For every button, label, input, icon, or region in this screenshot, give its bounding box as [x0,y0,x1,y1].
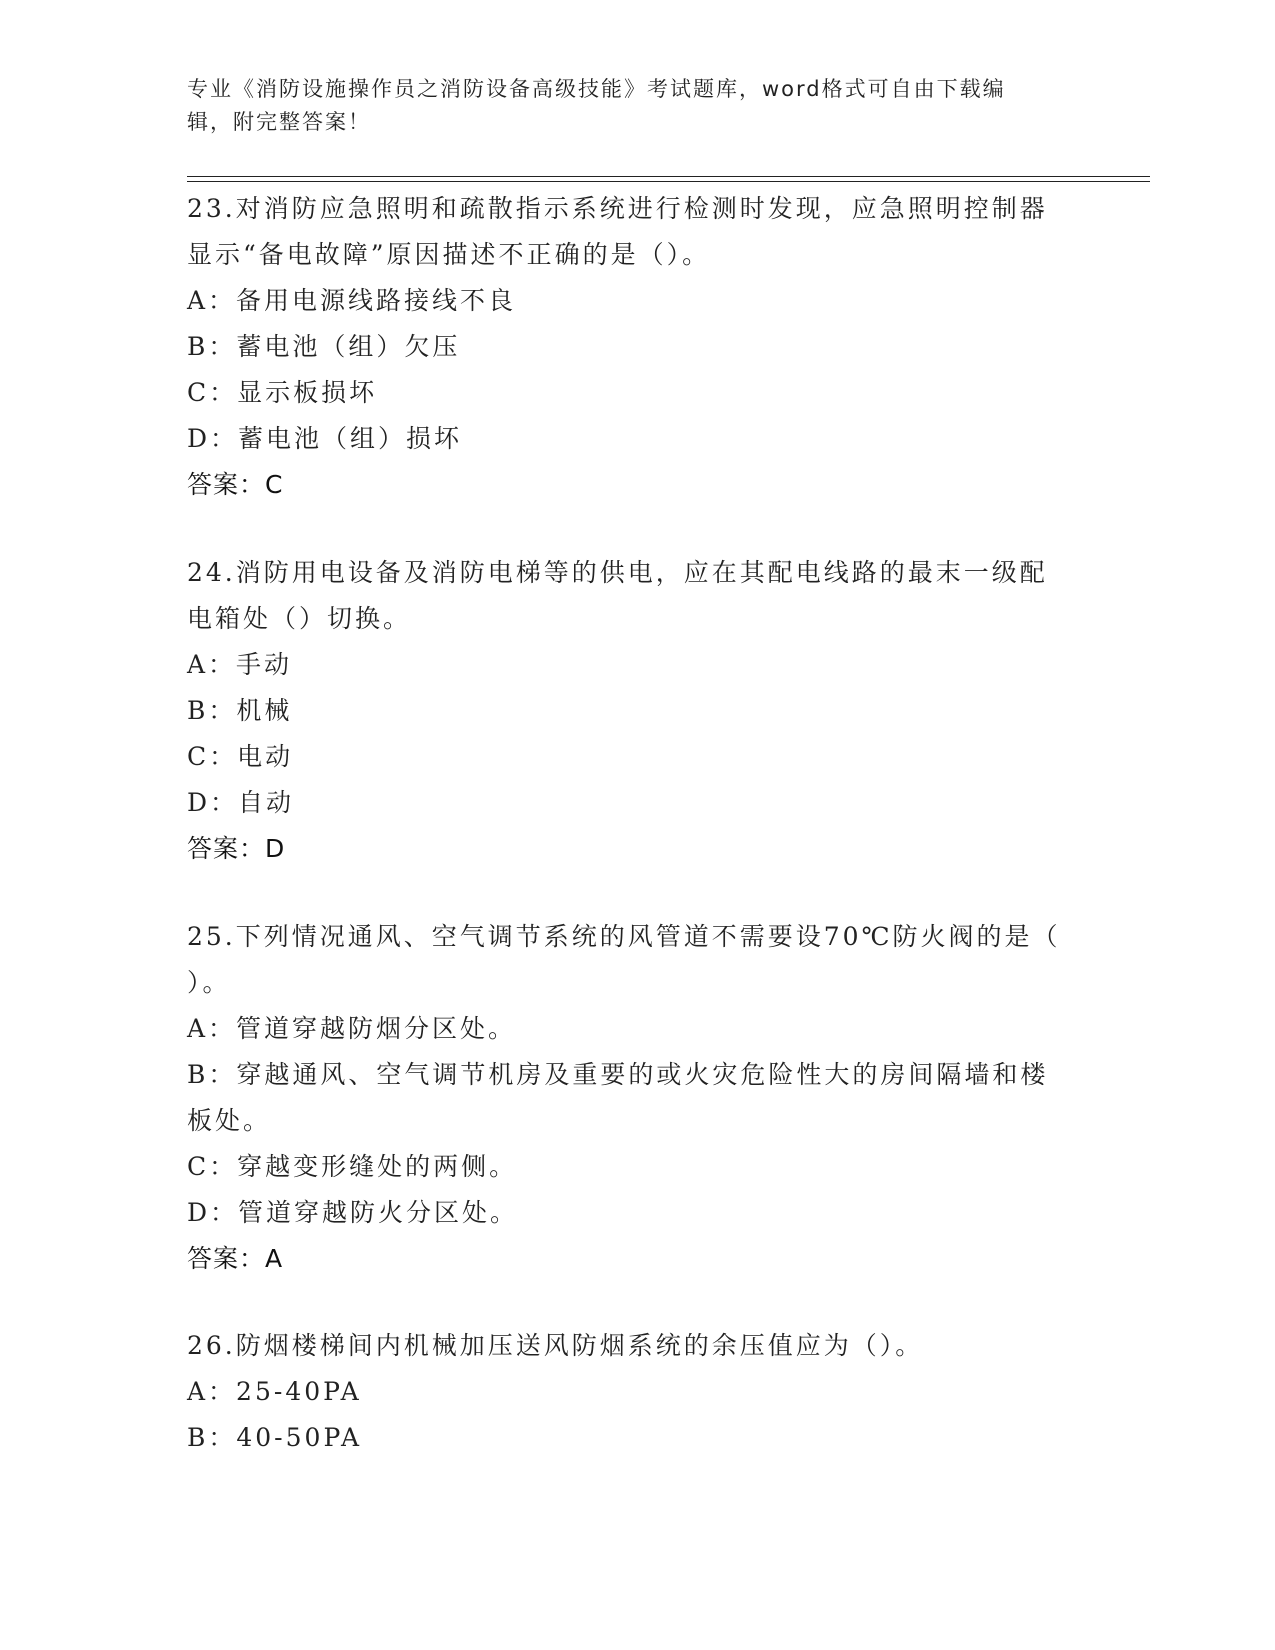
answer: 答案：C [187,470,284,499]
option-a: A：25-40PA [187,1377,362,1406]
stem-line: ）。 [187,968,231,997]
stem-line: 电箱处（）切换。 [187,604,412,633]
header-divider-top [187,176,1150,177]
stem-line: 25.下列情况通风、空气调节系统的风管道不需要设70℃防火阀的是（ [187,922,1061,951]
answer: 答案：D [187,834,286,863]
option-d: D：管道穿越防火分区处。 [187,1198,519,1227]
answer: 答案：A [187,1244,284,1273]
header-line-2: 辑，附完整答案！ [187,110,371,134]
option-a: A：备用电源线路接线不良 [187,286,517,315]
question-26 [187,1323,1087,1461]
header-line-1: 专业《消防设施操作员之消防设备高级技能》考试题库，word格式可自由下载编 [187,77,1006,101]
option-d: D：自动 [187,788,295,817]
stem-line: 显示“备电故障”原因描述不正确的是（）。 [187,240,711,269]
option-c: C：穿越变形缝处的两侧。 [187,1152,518,1181]
option-a: A：管道穿越防烟分区处。 [187,1014,517,1043]
option-c: C：电动 [187,742,294,771]
stem-line: 23.对消防应急照明和疏散指示系统进行检测时发现，应急照明控制器 [187,194,1048,223]
option-b: B：机械 [187,696,293,725]
option-c: C：显示板损坏 [187,378,378,407]
document-header [187,73,1067,139]
option-b: B：40-50PA [187,1423,363,1452]
question-24 [187,550,1087,872]
question-23 [187,186,1087,508]
question-stem [187,186,1087,278]
question-stem [187,550,1087,642]
question-stem [187,1323,1087,1369]
option-b: B：穿越通风、空气调节机房及重要的或火灾危险性大的房间隔墙和楼 [187,1060,1049,1089]
header-divider-bottom [187,181,1150,182]
question-25 [187,914,1087,1282]
stem-line: 26.防烟楼梯间内机械加压送风防烟系统的余压值应为（）。 [187,1331,924,1360]
stem-line: 24.消防用电设备及消防电梯等的供电，应在其配电线路的最末一级配 [187,558,1048,587]
option-b: B：蓄电池（组）欠压 [187,332,461,361]
option-d: D：蓄电池（组）损坏 [187,424,463,453]
option-a: A：手动 [187,650,293,679]
option-b-continued: 板处。 [187,1106,272,1135]
question-stem [187,914,1087,1006]
